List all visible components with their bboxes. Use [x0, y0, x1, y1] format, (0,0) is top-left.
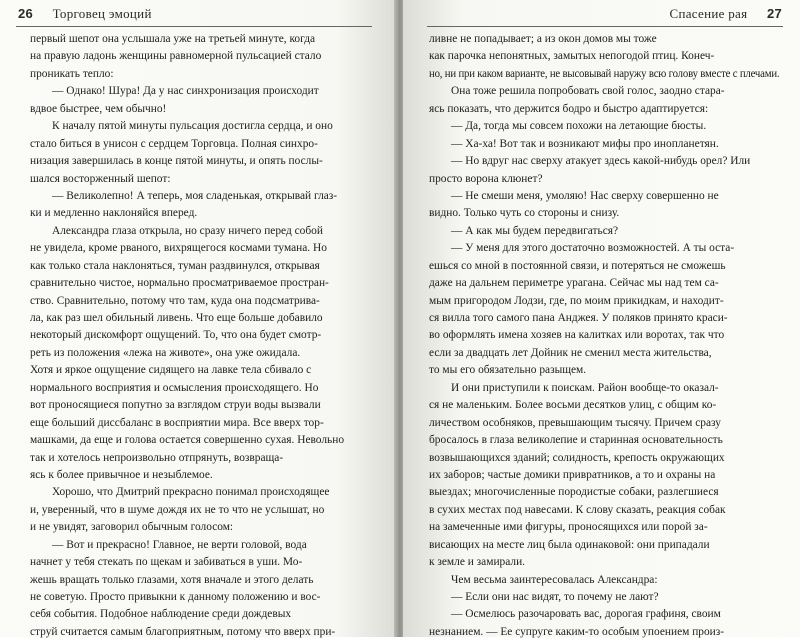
text-line: ясь к более привычное и незыблемое. [30, 468, 213, 481]
right-body-text [429, 31, 779, 641]
right-header-rule [427, 26, 783, 27]
right-page [403, 0, 800, 637]
text-line: их заборов; частые домики привратников, а то и охраны на [429, 468, 716, 481]
text-line: так и хотелось непроизвольно отпрянуть, возвраща- [30, 451, 284, 464]
text-line: стало биться в унисон с сердцем Торговца. Полная синхро- [30, 137, 318, 150]
text-line: жешь вращать только глазами, хотя вначале и этого делать [30, 573, 314, 586]
text-line: себя события. Подобное наблюдение среди дождевых [30, 608, 292, 621]
text-line: машками, да еще и голова остается совершенно сухая. Невольно [30, 434, 345, 447]
text-line: Александра глаза открыла, но сразу ничего перед собой [52, 224, 323, 237]
text-line: — Однако! Шура! Да у нас синхронизация происходит [52, 85, 319, 98]
text-line: Хорошо, что Дмитрий прекрасно понимал происходящее [52, 486, 330, 499]
text-line: возвышающихся зданий; солидность, крепость окружающих [429, 451, 725, 464]
text-line: во оформлять имена хозяев на калитках или воротах, так что [429, 329, 725, 342]
text-line: к земле и замирали. [429, 556, 526, 569]
text-line: К началу пятой минуты пульсация достигла сердца, и оно [52, 120, 333, 133]
text-line: струй считается самым благоприятным, потому что вверх при- [30, 625, 336, 638]
text-line: ся вилла того самого пана Анджея. У поляков принято краси- [429, 312, 728, 324]
text-line: выездах; многочисленные породистые собаки, разлегшиеся [429, 486, 719, 499]
text-line: некоторый дискомфорт ощущений. То, что она будет смотр- [30, 329, 322, 342]
text-line: ясь показать, что держится бодро и быстро адаптируется: [429, 102, 709, 115]
text-line: — Да, тогда мы совсем похожи на летающие бюсты. [451, 120, 707, 133]
text-line: — Осмелюсь разочаровать вас, дорогая графиня, своим [451, 608, 721, 621]
text-line: — У меня для этого достаточно возможностей. А ты оста- [451, 242, 735, 255]
text-line: в сухих местах под навесами. К слову сказать, реакция собак [429, 503, 726, 516]
text-line: ливне не попадывает; а из окон домов мы тоже [429, 33, 657, 45]
text-line: на замеченные ими фигуры, проносящихся или порой за- [429, 521, 708, 534]
text-line: ки и медленно наклоняйся вперед. [30, 207, 198, 220]
text-line: сравнительно чистое, нормально просматриваемое простран- [30, 277, 329, 290]
text-line: бросалось в глаза великолепие и старинная основательность [429, 434, 723, 447]
text-line: как парочка непонятных, замытых непогодой птиц. Конеч- [429, 50, 715, 63]
text-line: нормального восприятия и осмысления происходящего. Но [30, 381, 319, 394]
text-line: вдвое быстрее, чем обычно! [30, 102, 167, 115]
left-page-number: 26 [18, 6, 34, 21]
left-header [18, 6, 152, 22]
text-line: мым пригородом Лодзи, где, по моим прикидкам, и находит- [429, 294, 724, 307]
text-line: даже на дальнем периметре урагана. Сейчас мы над тем са- [429, 277, 719, 290]
text-line: ла, как раз шел обильный ливень. Что еще больше добавило [30, 312, 323, 324]
text-line: шался восторженный шепот: [30, 172, 171, 185]
text-line: и, уверенный, что в шуме дождя их не то что не услышат, но [30, 503, 325, 516]
text-line: видно. Только чуть со стороны и снизу. [429, 207, 620, 220]
text-line: не советую. Просто привыкни к данному положению и вос- [30, 591, 321, 603]
text-line: вот проносящиеся попутно за взглядом струи воды вызвали [30, 399, 321, 412]
text-line: Она тоже решила попробовать свой голос, заодно стара- [451, 85, 725, 98]
text-line: И они приступили к поискам. Район вообще-то оказал- [451, 381, 719, 394]
left-body-text [30, 31, 375, 641]
right-running-title: Спасение рая [669, 6, 748, 21]
text-line: — Если они нас видят, то почему не лают? [451, 591, 659, 603]
text-line: ся не маленьким. Более восьми десятков улиц, с общим ко- [429, 399, 717, 412]
text-line: если за двадцать лет Дойник не сменил места жительства, [429, 346, 712, 359]
text-line: низация завершилась в конце пятой минуты, и опять послы- [30, 155, 323, 168]
text-line: — А как мы будем передвигаться? [451, 224, 619, 237]
text-line: то мы его обязательно разыщем. [429, 364, 587, 377]
left-running-title: Торговец эмоций [52, 6, 152, 21]
text-line: висающих на месте лиц была одинаковой: они припадали [429, 538, 710, 551]
text-line: — Но вдруг нас сверху атакует здесь какой-нибудь орел? Или [451, 155, 751, 168]
text-line: личеством особняков, превышающим тысячу. Причем сразу [429, 416, 721, 429]
text-line: просто ворона клюнет? [429, 172, 543, 185]
text-line: незнанием. — Ее супруге каким-то особым упоением произ- [429, 625, 725, 638]
right-page-number: 27 [766, 6, 782, 21]
text-line: — Вот и прекрасно! Главное, не верти головой, вода [52, 538, 307, 551]
text-line: реть из положения «лежа на животе», она уже ожидала. [30, 346, 301, 359]
text-line: и не увидят, заговорил обычным голосом: [30, 521, 234, 534]
text-line: как только стала наклоняться, туман раздвинулся, открывая [30, 259, 320, 272]
text-line: — Великолепно! А теперь, моя сладенькая, открывай глаз- [52, 189, 338, 202]
text-line: начнет у тебя стекать по щекам и забиваться в уши. Мо- [30, 556, 303, 569]
text-line: еще больший диссбаланс в восприятии мира. Все вверх тор- [30, 416, 324, 429]
text-line: не увидела, кроме рваного, вихрящегося космами тумана. Но [30, 242, 327, 255]
text-line: на правую ладонь женщины равномерной пульсацией стало [30, 50, 322, 63]
text-line: но, ни при каком варианте, не высовывай наружу всю голову вместе с плечами. [429, 67, 780, 80]
left-header-rule [16, 26, 372, 27]
text-line: проникать тепло: [30, 67, 114, 80]
right-header [669, 6, 782, 22]
text-line: ство. Сравнительно, потому что там, куда она подсматрива- [30, 294, 320, 307]
text-line: первый шепот она услышала уже на третьей минуте, когда [30, 33, 316, 45]
text-line: Чем весьма заинтересовалась Александра: [451, 573, 658, 586]
left-page [0, 0, 397, 637]
text-line: — Ха-ха! Вот так и возникают мифы про инопланетян. [451, 137, 719, 150]
text-line: Хотя и яркое ощущение сидящего на лавке тела сбивало с [30, 364, 312, 377]
text-line: ешься со мной в постоянной связи, и потеряться не сможешь [429, 259, 726, 272]
text-line: — Не смеши меня, умоляю! Нас сверху совершенно не [451, 189, 719, 202]
